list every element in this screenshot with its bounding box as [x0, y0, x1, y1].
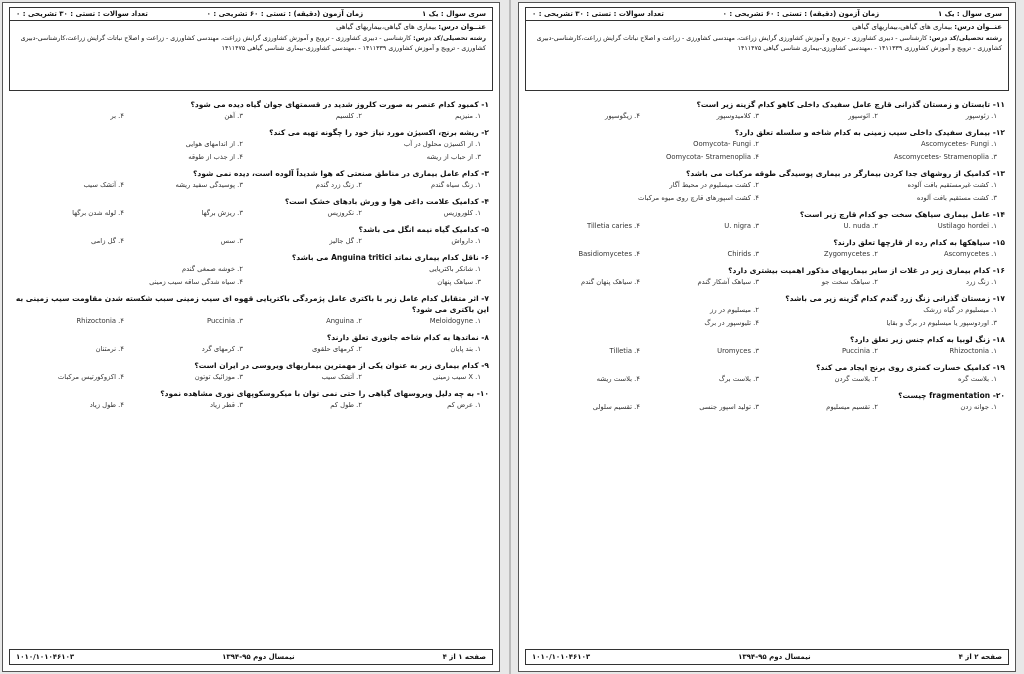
- question-text: ۱۱- تابستان و زمستان گذرانی قارچ عامل سفیدک داخلی کاهو کدام گزینه زیر است؟: [696, 100, 1005, 109]
- field-value: کارشناسی - دبیری کشاورزی - ترویج و آموزش کشاورزی گرایش زراعت، مهندسی کشاورزی - زراعت و اصلاح نباتات گرایش زراعت،کارشناسی-دبیری کشاورزی - ترویج و آموزش کشاورزی ۱۴۱۱۳۳۹ - ،مهندسی کشاورزی-بیماری شناسی گیاهی ۱۴۱۱۴۷۵: [20, 35, 486, 52]
- answer-option: ۱. بلاست گره: [957, 375, 997, 383]
- answer-option: ۴. تقسیم سلولی: [592, 403, 640, 411]
- question-item: [13, 252, 489, 289]
- answer-option: ۲. کرمهای حلقوی: [311, 345, 362, 353]
- answer-option: ۱. Ascomycetes- Fungi: [921, 140, 997, 148]
- answer-option: ۴. سیاهک پنهان گندم: [581, 278, 640, 286]
- answer-option: ۳. موزائیک توتون: [194, 373, 243, 381]
- answer-option: ۳. U. nigra: [724, 222, 759, 230]
- question-item: [529, 265, 1005, 289]
- question-count: تعداد سوالات : تستی : ۳۰ تشریحی : ۰: [532, 10, 664, 18]
- question-item: [13, 127, 489, 164]
- answer-option: ۱. میسلیوم در گیاه زرشک: [923, 306, 997, 314]
- answer-option: ۳. ریزش برگها: [201, 209, 243, 217]
- exam-code: ۱۰۱۰/۱۰۱۰۴۶۱۰۳: [532, 653, 591, 661]
- answer-option: ۳. سس: [220, 237, 243, 245]
- answer-options: [13, 315, 489, 328]
- answer-option: ۱. زئوسپور: [965, 112, 997, 120]
- answer-option: ۲. ائوسپور: [848, 112, 878, 120]
- answer-option: ۴. از جذب از طوقه: [188, 153, 243, 161]
- answer-option: ۲. زنگ زرد گندم: [315, 181, 362, 189]
- field-value: کارشناسی - دبیری کشاورزی - ترویج و آموزش کشاورزی گرایش زراعت، مهندسی کشاورزی - زراعت و اصلاح نباتات گرایش زراعت،کارشناسی-دبیری کشاورزی - ترویج و آموزش کشاورزی ۱۴۱۱۳۳۹ - ،مهندسی کشاورزی-بیماری شناسی گیاهی ۱۴۱۱۴۷۵: [536, 35, 1002, 52]
- answer-option: ۱. Ascomycetes: [943, 250, 997, 258]
- exam-header: [525, 7, 1009, 91]
- answer-options: [13, 263, 489, 289]
- exam-footer: [9, 649, 493, 665]
- question-list: [529, 99, 1005, 643]
- answer-option: ۴. سیاه شدگی ساقه سیب زمینی: [149, 278, 243, 286]
- answer-option: ۴. طول زیاد: [89, 401, 124, 409]
- question-text: ۱۵- سیاهکها به کدام رده از قارچها تعلق دارند؟: [833, 238, 1005, 247]
- answer-option: ۳. پوسیدگی سفید ریشه: [175, 181, 243, 189]
- answer-options: [13, 138, 489, 164]
- question-item: [529, 168, 1005, 205]
- answer-option: ۱. Rhizoctonia: [949, 347, 997, 355]
- answer-option: ۲. نکروزیس: [327, 209, 362, 217]
- answer-option: ۲. میسلیوم در رز: [710, 306, 759, 314]
- answer-option: ۲. کلسیم: [335, 112, 362, 120]
- exam-time: زمان آزمون (دقیقه) : تستی : ۶۰ تشریحی : ۰: [722, 10, 880, 18]
- answer-option: ۱. Ustilago hordei: [937, 222, 997, 230]
- answer-option: ۳. Chirids: [727, 250, 759, 258]
- answer-options: [13, 371, 489, 384]
- exam-header: [9, 7, 493, 91]
- answer-option: ۳. کشت مستقیم بافت آلوده: [916, 194, 997, 202]
- answer-option: ۲. سیاهک سخت جو: [821, 278, 878, 286]
- question-series: سری سوال : یک ۱: [421, 10, 486, 18]
- answer-options: [529, 110, 1005, 123]
- course-label: عنــوان درس:: [954, 23, 1002, 31]
- answer-option: ۴. Tilletia caries: [587, 222, 640, 230]
- answer-option: ۳. کلامیدوسپور: [716, 112, 759, 120]
- answer-option: ۴. Basidiomycetes: [578, 250, 640, 258]
- answer-option: ۲. Oomycota- Fungi: [693, 140, 759, 148]
- answer-option: ۳. از حباب از ریشه: [426, 153, 481, 161]
- answer-option: ۲. خوشه صمغی گندم: [181, 265, 243, 273]
- question-list: [13, 99, 489, 643]
- answer-option: ۴. گل زامی: [91, 237, 124, 245]
- answer-option: ۳. کرمهای گرد: [201, 345, 243, 353]
- question-item: [13, 99, 489, 123]
- question-item: [13, 224, 489, 248]
- answer-option: ۴. بر: [110, 112, 124, 120]
- question-text: ۳- کدام عامل بیماری در مناطق صنعتی که هوا شدیداً آلوده است، دیده نمی شود؟: [193, 169, 489, 178]
- question-item: [529, 334, 1005, 358]
- answer-option: ۲. گل جالیز: [329, 237, 362, 245]
- answer-option: ۴. بلاست ریشه: [596, 375, 640, 383]
- question-item: [13, 196, 489, 220]
- question-series: سری سوال : یک ۱: [937, 10, 1002, 18]
- answer-option: ۱. زنگ زرد: [966, 278, 997, 286]
- answer-option: ۳. Puccinia: [207, 317, 243, 325]
- answer-option: ۲. Zygomycetes: [823, 250, 878, 258]
- answer-option: ۴. تلیوسپور در برگ: [704, 319, 759, 327]
- question-text: ۱- کمبود کدام عنصر به صورت کلروز شدید در قسمتهای جوان گیاه دیده می شود؟: [190, 100, 489, 109]
- question-text: ۱۳- کدامیک از روشهای جدا کردن بیمارگر در بیماری پوسیدگی طوقه مرکبات می باشد؟: [686, 169, 1005, 178]
- answer-options: [529, 401, 1005, 414]
- semester: نیمسال دوم ۹۵-۱۳۹۴: [222, 653, 295, 661]
- question-item: [529, 362, 1005, 386]
- question-text: ۱۸- زنگ لوبیا به کدام جنس زیر تعلق دارد؟: [850, 335, 1005, 344]
- answer-options: [529, 304, 1005, 330]
- answer-option: ۴. Oomycota- Stramenoplia: [666, 153, 759, 161]
- answer-option: ۳. بلاست برگ: [718, 375, 759, 383]
- answer-options: [13, 235, 489, 248]
- answer-option: ۴. نرمتنان: [95, 345, 124, 353]
- exam-footer: [525, 649, 1009, 665]
- semester: نیمسال دوم ۹۵-۱۳۹۴: [738, 653, 811, 661]
- question-text: ۴- کدامیک علامت داغی هوا و ورش بادهای خشک است؟: [284, 197, 489, 206]
- answer-option: ۱. منیزیم: [455, 112, 481, 120]
- question-text: ۱۴- عامل بیماری سیاهک سخت جو کدام قارچ زیر است؟: [799, 210, 1005, 219]
- answer-options: [529, 373, 1005, 386]
- question-text: ۸- نماتدها به کدام شاخه جانوری تعلق دارند؟: [326, 333, 489, 342]
- answer-options: [13, 207, 489, 220]
- question-item: [13, 360, 489, 384]
- answer-option: ۲. Puccinia: [842, 347, 878, 355]
- question-item: [529, 99, 1005, 123]
- question-text: ۱۲- بیماری سفیدک داخلی سیب زمینی به کدام شاخه و سلسله تعلق دارد؟: [734, 128, 1005, 137]
- answer-option: ۴. اکزوکورتیس مرکبات: [57, 373, 124, 381]
- question-text: ۶- ناقل کدام بیماری نماتد Anguina tritici می باشد؟: [291, 253, 489, 262]
- answer-option: ۲. Anguina: [326, 317, 362, 325]
- answer-option: ۱. بند پایان: [450, 345, 481, 353]
- exam-time: زمان آزمون (دقیقه) : تستی : ۶۰ تشریحی : ۰: [206, 10, 364, 18]
- question-text: ۷- اثر متقابل کدام عامل زیر با باکتری عامل پژمردگی باکتریایی قهوه ای سیب زمینی سبب شکسته شدن مقاومت سیب زمینی به این باکتری می شود؟: [15, 294, 489, 314]
- answer-option: ۱. X سیب زمینی: [432, 373, 481, 381]
- answer-options: [13, 343, 489, 356]
- answer-options: [529, 138, 1005, 164]
- answer-option: ۲. طول کم: [330, 401, 362, 409]
- answer-option: ۱. زنگ سیاه گندم: [431, 181, 481, 189]
- answer-options: [529, 345, 1005, 358]
- answer-option: ۴. کشت اسپورهای قارچ روی میوه مرکبات: [638, 194, 759, 202]
- answer-option: ۴. آتشک سیب: [83, 181, 124, 189]
- answer-option: ۱. عرض کم: [447, 401, 481, 409]
- question-item: [529, 127, 1005, 164]
- answer-option: ۳. Ascomycetes- Stramenoplia: [893, 153, 997, 161]
- answer-option: ۴. Rhizoctonia: [76, 317, 124, 325]
- answer-option: ۱. کشت غیرمستقیم بافت آلوده: [907, 181, 997, 189]
- question-text: ۱۰- به چه دلیل ویروسهای گیاهی را حتی نمی توان با میکروسکوپهای نوری مشاهده نمود؟: [160, 389, 489, 398]
- answer-options: [13, 110, 489, 123]
- answer-options: [529, 276, 1005, 289]
- question-text: ۱۷- زمستان گذرانی زنگ زرد گندم کدام گزینه زیر می باشد؟: [785, 294, 1005, 303]
- answer-option: ۳. اوردوسپور یا میسلیوم در برگ و بقایا: [886, 319, 997, 327]
- question-text: ۲۰- fragmentation چیست؟: [898, 391, 1005, 400]
- answer-options: [529, 248, 1005, 261]
- answer-option: ۳. تولید اسپور جنسی: [699, 403, 759, 411]
- question-item: [529, 293, 1005, 330]
- answer-option: ۳. سیاهک پنهان: [437, 278, 481, 286]
- course-label: عنــوان درس:: [438, 23, 486, 31]
- question-item: [13, 293, 489, 328]
- answer-option: ۳. آهن: [224, 112, 243, 120]
- answer-option: ۲. تقسیم میسلیوم: [826, 403, 878, 411]
- page-number: صفحه ۲ از ۴: [958, 653, 1002, 661]
- answer-option: ۱. جوانه زدن: [960, 403, 997, 411]
- answer-options: [13, 179, 489, 192]
- question-text: ۱۹- کدامیک خسارت کمتری روی برنج ایجاد می کند؟: [816, 363, 1005, 372]
- page-number: صفحه ۱ از ۴: [442, 653, 486, 661]
- question-text: ۹- کدام بیماری زیر به عنوان یکی از مهمترین بیماریهای ویروسی در ایران است؟: [194, 361, 489, 370]
- question-item: [529, 390, 1005, 414]
- answer-option: ۴. لوله شدن برگها: [72, 209, 124, 217]
- answer-option: ۳. Uromyces: [717, 347, 759, 355]
- question-item: [529, 237, 1005, 261]
- course-value: بیماری های گیاهی،بیماریهای گیاهی: [336, 23, 437, 31]
- answer-option: ۲. آتشک سیب: [321, 373, 362, 381]
- answer-option: ۳. سیاهک آشکار گندم: [697, 278, 759, 286]
- question-item: [13, 168, 489, 192]
- answer-option: ۱. کلوروزیس: [443, 209, 481, 217]
- answer-option: ۱. دارواش: [451, 237, 481, 245]
- page-divider: [509, 0, 511, 674]
- answer-option: ۳. قطر زیاد: [210, 401, 243, 409]
- exam-page-1: [2, 2, 500, 672]
- field-label: رشته تحصیلی/کد درس:: [929, 35, 1002, 42]
- question-item: [13, 332, 489, 356]
- answer-option: ۴. Tilletia: [609, 347, 640, 355]
- answer-option: ۴. زیگوسپور: [605, 112, 640, 120]
- question-text: ۵- کدامیک گیاه نیمه انگل می باشد؟: [358, 225, 489, 234]
- question-count: تعداد سوالات : تستی : ۳۰ تشریحی : ۰: [16, 10, 148, 18]
- answer-option: ۲. بلاست گردن: [834, 375, 878, 383]
- answer-option: ۱. شانکر باکتریایی: [429, 265, 481, 273]
- answer-option: ۱. از اکسیژن محلول در آب: [403, 140, 481, 148]
- answer-option: ۲. از اندامهای هوایی: [185, 140, 243, 148]
- question-text: ۲- ریشه برنج، اکسیژن مورد نیاز خود را چگونه تهیه می کند؟: [269, 128, 489, 137]
- answer-options: [529, 220, 1005, 233]
- exam-code: ۱۰۱۰/۱۰۱۰۴۶۱۰۳: [16, 653, 75, 661]
- exam-page-2: [518, 2, 1016, 672]
- answer-option: ۱. Meloidogyne: [429, 317, 481, 325]
- answer-option: ۲. کشت میسلیوم در محیط آگار: [669, 181, 759, 189]
- course-value: بیماری های گیاهی،بیماریهای گیاهی: [852, 23, 953, 31]
- question-text: ۱۶- کدام بیماری زیر در غلات از سایر بیماریهای مذکور اهمیت بیشتری دارد؟: [728, 266, 1005, 275]
- answer-options: [529, 179, 1005, 205]
- answer-options: [13, 399, 489, 412]
- answer-option: ۲. U. nuda: [843, 222, 878, 230]
- field-label: رشته تحصیلی/کد درس:: [413, 35, 486, 42]
- question-item: [13, 388, 489, 412]
- question-item: [529, 209, 1005, 233]
